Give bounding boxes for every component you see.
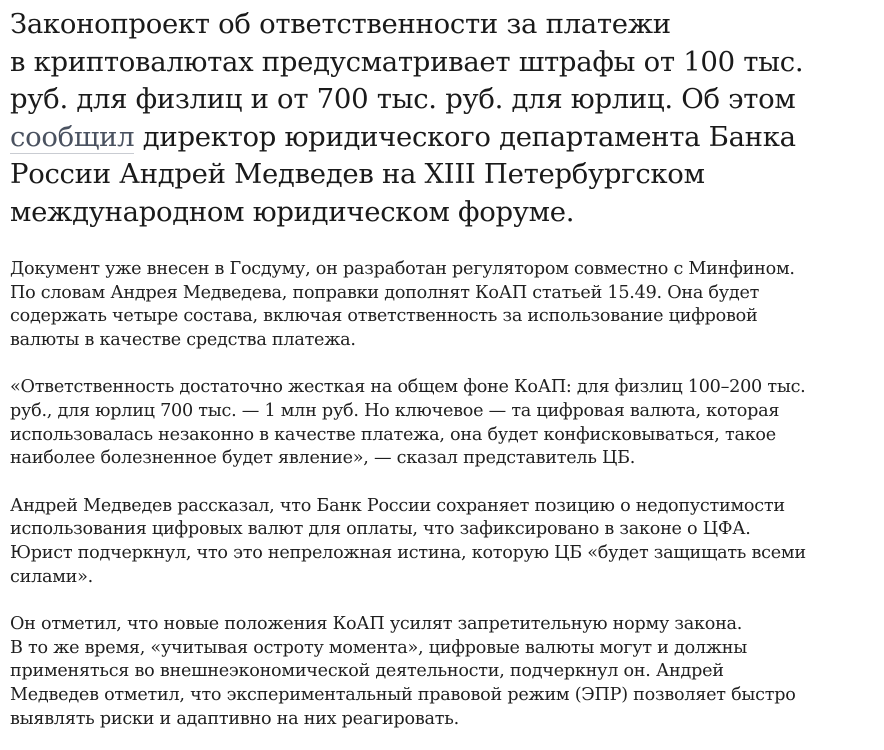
lead-line: России Андрей Медведев на XIII Петербургском <box>10 158 705 190</box>
lead-line: руб. для физлиц и от 700 тыс. руб. для юрлиц. Об этом <box>10 83 796 115</box>
paragraph-line: валюты в качестве средства платежа. <box>10 329 356 350</box>
paragraph-epr <box>10 613 882 731</box>
paragraph-line: использовалась незаконно в качестве платежа, она будет конфисковываться, такое <box>10 424 776 445</box>
paragraph-line: использования цифровых валют для оплаты, что зафиксировано в законе о ЦФА. <box>10 519 751 540</box>
lead-line: Законопроект об ответственности за платежи <box>10 8 671 40</box>
lead-line: международном юридическом форуме. <box>10 195 575 228</box>
paragraph-bank-position <box>10 495 882 589</box>
lead-line-rest: директор юридического департамента Банка <box>134 120 796 153</box>
paragraph-line: По словам Андрея Медведева, поправки дополнят КоАП статьей 15.49. Она будет <box>10 282 760 303</box>
paragraph-line: Медведев отметил, что экспериментальный правовой режим (ЭПР) позволяет быстро <box>10 684 796 705</box>
paragraph-line: В то же время, «учитывая остроту момента», цифровые валюты могут и должны <box>10 637 748 658</box>
paragraph-line: силами». <box>10 566 94 587</box>
paragraph-line: выявлять риски и адаптивно на них реагировать. <box>10 708 459 729</box>
paragraph-line: Андрей Медведев рассказал, что Банк России сохраняет позицию о недопустимости <box>10 495 785 516</box>
article-lead <box>10 0 882 231</box>
paragraph-quote <box>10 376 882 470</box>
paragraph-line: Юрист подчеркнул, что это непреложная истина, которую ЦБ «будет защищать всеми <box>10 542 806 563</box>
paragraph-line: Документ уже внесен в Госдуму, он разработан регулятором совместно с Минфином. <box>10 259 795 279</box>
paragraph-bill-submitted <box>10 258 882 352</box>
paragraph-line: Он отметил, что новые положения КоАП усилят запретительную норму закона. <box>10 614 743 635</box>
paragraph-line: применяться во внешнеэкономической деятельности, подчеркнул он. Андрей <box>10 661 724 682</box>
lead-line <box>10 119 882 157</box>
paragraph-line: руб., для юрлиц 700 тыс. — 1 млн руб. Но ключевое — та цифровая валюта, которая <box>10 400 780 421</box>
source-link[interactable]: сообщил <box>10 120 135 153</box>
paragraph-line: «Ответственность достаточно жесткая на общем фоне КоАП: для физлиц 100–200 тыс. <box>10 377 806 398</box>
article <box>10 0 882 731</box>
paragraph-line: содержать четыре состава, включая ответственность за использование цифровой <box>10 306 758 327</box>
lead-line: в криптовалютах предусматривает штрафы от 100 тыс. <box>10 45 804 78</box>
paragraph-line: наиболее болезненное будет явление», — сказал представитель ЦБ. <box>10 448 636 469</box>
